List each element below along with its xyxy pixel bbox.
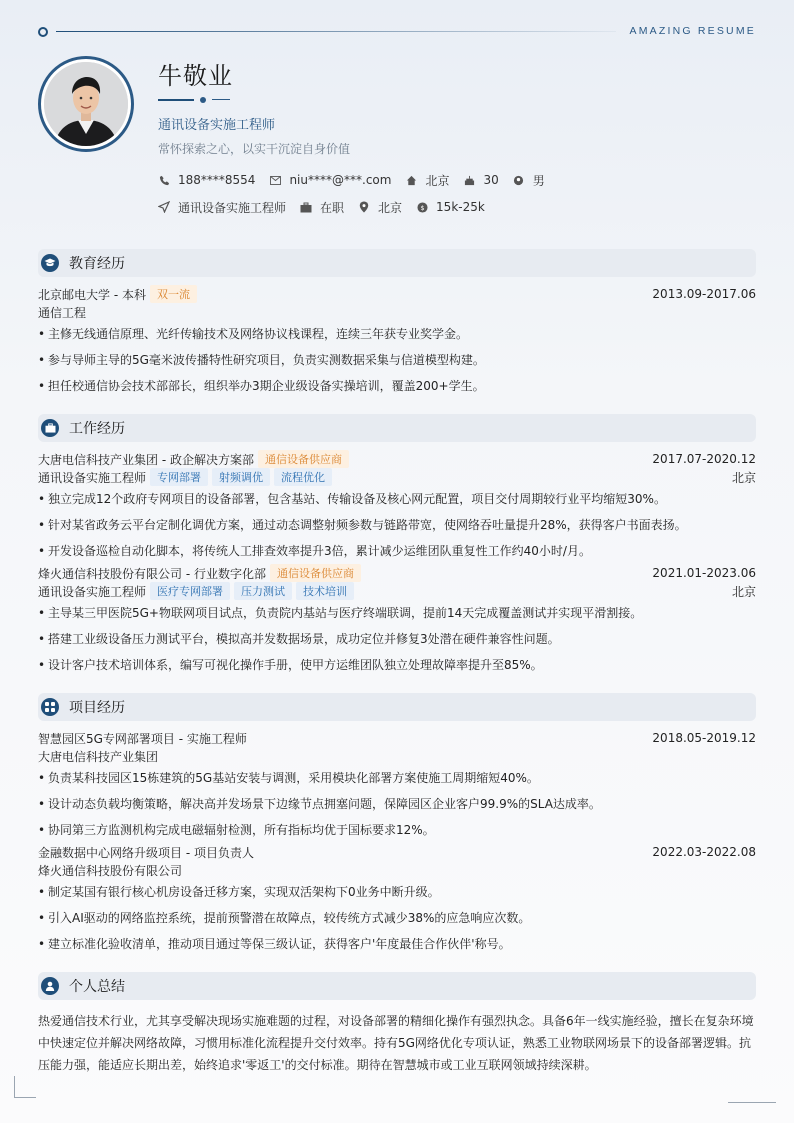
avatar-photo (44, 62, 128, 146)
corner-decoration (14, 1076, 36, 1098)
project-org: 大唐电信科技产业集团 (38, 749, 159, 764)
work-role-row (38, 468, 756, 486)
phone-icon (158, 174, 170, 186)
corner-line-decoration (728, 1102, 776, 1103)
skill-tag: 医疗专网部署 (150, 582, 230, 600)
list-item: • 开发设备巡检自动化脚本，将传统人工排查效率提升3倍，累计减少运维团队重复性工作约40小时/月。 (38, 542, 756, 559)
avatar (38, 56, 134, 152)
city-value: 北京 (425, 173, 450, 188)
company-tag: 通信设备供应商 (258, 450, 349, 468)
ring-icon (38, 27, 48, 37)
candidate-name: 牛敬业 (158, 62, 233, 90)
skill-tag: 技术培训 (296, 582, 354, 600)
top-decoration (38, 26, 756, 38)
brand-label: AMAZING RESUME (629, 25, 756, 37)
pin-icon (358, 201, 370, 213)
intent-row (158, 199, 499, 215)
project-name: 智慧园区5G专网部署项目 - 实施工程师 (38, 731, 247, 746)
section-title: 项目经历 (69, 700, 125, 716)
project-header (38, 729, 756, 747)
work-role-row (38, 582, 756, 600)
list-item: • 搭建工业级设备压力测试平台，模拟高并发数据场景，成功定位并修复3处潜在硬件兼容性问题。 (38, 630, 756, 647)
job-title: 通讯设备实施工程师 (158, 118, 276, 133)
project-header (38, 843, 756, 861)
coin-icon (416, 201, 428, 213)
school-name: 北京邮电大学 - 本科 (38, 287, 146, 302)
education-major: 通信工程 (38, 305, 87, 320)
list-item: • 独立完成12个政府专网项目的设备部署，包含基站、传输设备及核心网元配置，项目交付周期较行业平均缩短30%。 (38, 490, 756, 507)
education-date: 2013.09-2017.06 (652, 287, 756, 301)
list-item: • 担任校通信协会技术部部长，组织举办3期企业级设备实操培训，覆盖200+学生。 (38, 377, 756, 394)
skill-tag: 射频调优 (212, 468, 270, 486)
project-date: 2018.05-2019.12 (652, 731, 756, 745)
company-name: 烽火通信科技股份有限公司 - 行业数字化部 (38, 566, 266, 581)
briefcase-icon (41, 419, 59, 437)
company-tag: 通信设备供应商 (270, 564, 361, 582)
project-name: 金融数据中心网络升级项目 - 项目负责人 (38, 845, 254, 860)
graduation-cap-icon (41, 254, 59, 272)
work-role: 通讯设备实施工程师 (38, 470, 147, 485)
section-work (38, 414, 756, 442)
briefcase-icon (300, 201, 312, 213)
name-decoration (158, 96, 238, 104)
list-item: • 建立标准化验收清单，推动项目通过等保三级认证，获得客户'年度最佳合作伙伴'称号。 (38, 935, 756, 952)
list-item: • 参与导师主导的5G毫米波传播特性研究项目，负责实测数据采集与信道模型构建。 (38, 351, 756, 368)
list-item: • 制定某国有银行核心机房设备迁移方案，实现双活架构下0业务中断升级。 (38, 883, 756, 900)
email-value: niu****@***.com (289, 173, 392, 187)
work-date: 2017.07-2020.12 (652, 452, 756, 466)
section-title: 教育经历 (69, 256, 125, 272)
list-item: • 针对某省政务云平台定制化调优方案，通过动态调整射频参数与链路带宽，使网络吞吐量提升28%，获得客户书面表扬。 (38, 516, 756, 533)
status-value: 在职 (320, 200, 345, 215)
cake-icon (463, 174, 475, 186)
gender-value: 男 (532, 173, 545, 188)
skill-tag: 压力测试 (234, 582, 292, 600)
contact-row (158, 172, 559, 188)
gender-icon (513, 174, 525, 186)
mail-icon (269, 174, 281, 186)
grid-icon (41, 698, 59, 716)
work-city: 北京 (731, 584, 756, 599)
project-org: 烽火通信科技股份有限公司 (38, 863, 183, 878)
divider (56, 31, 616, 32)
salary-value: 15k-25k (436, 200, 485, 214)
work-header (38, 450, 756, 468)
work-date: 2021.01-2023.06 (652, 566, 756, 580)
project-date: 2022.03-2022.08 (652, 845, 756, 859)
work-header (38, 564, 756, 582)
skill-tag: 流程优化 (274, 468, 332, 486)
section-education (38, 249, 756, 277)
target-job-value: 通讯设备实施工程师 (178, 200, 287, 215)
motto: 常怀探索之心，以实干沉淀自身价值 (158, 142, 351, 156)
work-city: 北京 (731, 470, 756, 485)
section-title: 个人总结 (69, 979, 125, 995)
list-item: • 协同第三方监测机构完成电磁辐射检测，所有指标均优于国标要求12%。 (38, 821, 756, 838)
svg-text:$: $ (420, 203, 425, 212)
phone-value: 188****8554 (178, 173, 256, 187)
send-icon (158, 201, 170, 213)
list-item: • 负责某科技园区15栋建筑的5G基站安装与调测，采用模块化部署方案使施工周期缩短40%。 (38, 769, 756, 786)
user-icon (41, 977, 59, 995)
section-title: 工作经历 (69, 421, 125, 437)
school-tag: 双一流 (150, 285, 197, 303)
company-name: 大唐电信科技产业集团 - 政企解决方案部 (38, 452, 254, 467)
list-item: • 设计客户技术培训体系，编写可视化操作手册，使甲方运维团队独立处理故障率提升至85%。 (38, 656, 756, 673)
list-item: • 引入AI驱动的网络监控系统，提前预警潜在故障点，较传统方式减少38%的应急响应次数。 (38, 909, 756, 926)
list-item: • 主修无线通信原理、光纤传输技术及网络协议栈课程，连续三年获专业奖学金。 (38, 325, 756, 342)
section-project (38, 693, 756, 721)
home-icon (405, 174, 417, 186)
section-summary (38, 972, 756, 1000)
skill-tag: 专网部署 (150, 468, 208, 486)
list-item: • 设计动态负载均衡策略，解决高并发场景下边缘节点拥塞问题，保障园区企业客户99.9%的SLA达成率。 (38, 795, 756, 812)
education-header (38, 285, 756, 303)
summary-text: 热爱通信技术行业，尤其享受解决现场实施难题的过程，对设备部署的精细化操作有强烈执念。具备6年一线实施经验，擅长在复杂环境中快速定位并解决网络故障，习惯用标准化流程提升交付效率。持有5G网络优化专项认证，熟悉工业物联网场景下的设备部署逻辑。抗压能力强，能适应长期出差，始终追求'零返工'的交付标准。期待在智慧城市或工业互联网领域持续深耕。 (38, 1014, 754, 1072)
work-role: 通讯设备实施工程师 (38, 584, 147, 599)
list-item: • 主导某三甲医院5G+物联网项目试点，负责院内基站与医疗终端联调，提前14天完成覆盖测试并实现平滑割接。 (38, 604, 756, 621)
target-city-value: 北京 (378, 200, 403, 215)
age-value: 30 (483, 173, 499, 187)
